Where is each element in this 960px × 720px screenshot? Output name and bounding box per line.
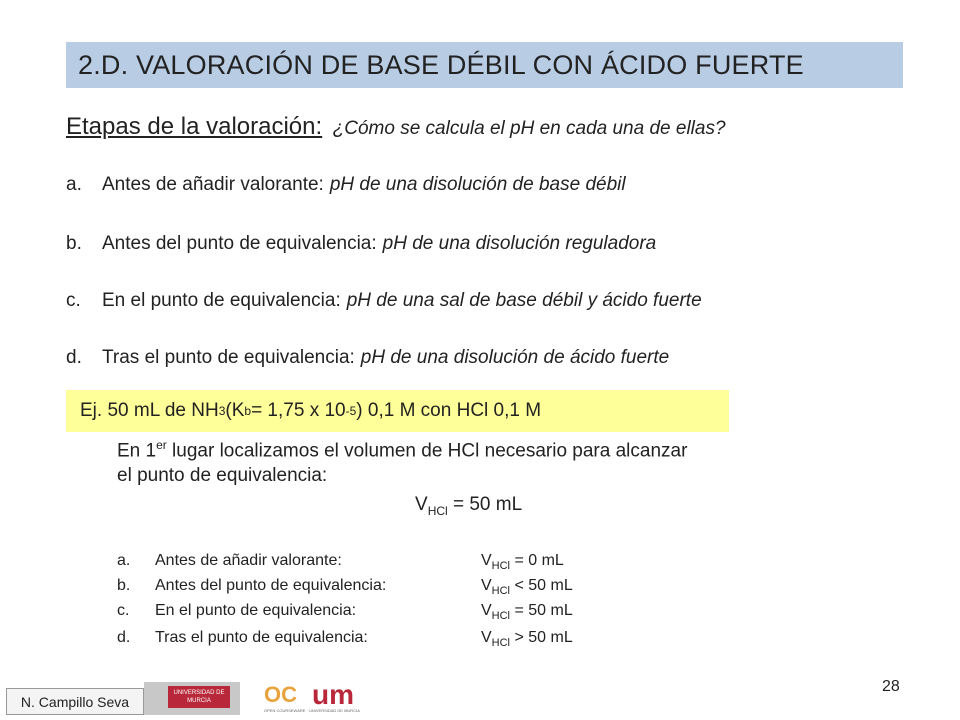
stage-label: Antes del punto de equivalencia: bbox=[102, 233, 377, 254]
intro-line-2: el punto de equivalencia: bbox=[117, 465, 328, 486]
slide-title: 2.D. VALORACIÓN DE BASE DÉBIL CON ÁCIDO FUERTE bbox=[78, 49, 804, 80]
volume-list-item-c bbox=[117, 602, 573, 622]
stage-label: Antes de añadir valorante: bbox=[102, 174, 324, 195]
list-v: V bbox=[481, 602, 492, 619]
volume-symbol: V bbox=[415, 494, 428, 515]
university-logo bbox=[168, 686, 230, 708]
list-v: V bbox=[481, 577, 492, 594]
list-v: V bbox=[481, 552, 492, 569]
stage-label: En el punto de equivalencia: bbox=[102, 290, 341, 311]
ocw-logo-text: OC bbox=[264, 682, 297, 707]
volume-list-item-d bbox=[117, 629, 573, 649]
stage-letter: b. bbox=[66, 233, 82, 254]
logo-text: UNIVERSIDAD DE bbox=[173, 690, 225, 696]
volume-list-item-b bbox=[117, 577, 573, 597]
page-number: 28 bbox=[882, 678, 900, 695]
list-label: Tras el punto de equivalencia: bbox=[155, 629, 368, 646]
example-kb-sub: b bbox=[244, 404, 252, 418]
stages-header bbox=[66, 113, 726, 141]
example-kb-open: (K bbox=[225, 400, 245, 421]
example-suffix: ) 0,1 M con HCl 0,1 M bbox=[356, 400, 542, 421]
list-label: Antes del punto de equivalencia: bbox=[155, 577, 387, 594]
author-label: N. Campillo Seva bbox=[6, 688, 144, 715]
volume-list-item-a bbox=[117, 552, 564, 572]
volume-equivalence bbox=[415, 494, 522, 518]
list-sub: HCl bbox=[491, 585, 511, 598]
stage-desc: pH de una sal de base débil y ácido fuerte bbox=[346, 290, 702, 311]
example-nh3-sub: 3 bbox=[218, 404, 226, 418]
example-prefix: Ej. 50 mL de NH bbox=[80, 400, 219, 421]
list-value: = 0 mL bbox=[510, 552, 564, 569]
list-label: En el punto de equivalencia: bbox=[155, 602, 357, 619]
stage-desc: pH de una disolución reguladora bbox=[382, 233, 657, 254]
stage-item-c bbox=[66, 290, 702, 312]
stage-item-d bbox=[66, 347, 669, 369]
stage-desc: pH de una disolución de base débil bbox=[329, 174, 626, 195]
stages-heading: Etapas de la valoración: bbox=[66, 113, 323, 140]
list-value: = 50 mL bbox=[510, 602, 573, 619]
example-kb-eq: = 1,75 x 10 bbox=[251, 400, 346, 421]
list-letter: c. bbox=[117, 602, 130, 619]
list-letter: d. bbox=[117, 629, 131, 646]
stage-item-b bbox=[66, 233, 656, 255]
ocw-logo-caption: OPEN COURSEWARE · UNIVERSIDAD DE MURCIA bbox=[264, 708, 360, 713]
list-letter: a. bbox=[117, 552, 131, 569]
list-sub: HCl bbox=[491, 637, 511, 650]
logo-text: MURCIA bbox=[187, 698, 211, 704]
intro-line-1 bbox=[117, 438, 687, 462]
example-kb-exp: -5 bbox=[345, 404, 357, 418]
intro-text: lugar localizamos el volumen de HCl necesario para alcanzar bbox=[166, 440, 688, 462]
stage-desc: pH de una disolución de ácido fuerte bbox=[360, 347, 670, 368]
intro-text: En 1 bbox=[117, 440, 157, 462]
stages-question: ¿Cómo se calcula el pH en cada una de ellas? bbox=[332, 118, 726, 139]
stage-label: Tras el punto de equivalencia: bbox=[102, 347, 355, 368]
list-v: V bbox=[481, 629, 492, 646]
list-letter: b. bbox=[117, 577, 131, 594]
list-value: > 50 mL bbox=[510, 629, 573, 646]
volume-value: = 50 mL bbox=[447, 494, 523, 515]
example-box bbox=[66, 390, 729, 432]
stage-item-a bbox=[66, 174, 626, 196]
stage-letter: a. bbox=[66, 174, 82, 195]
list-sub: HCl bbox=[491, 560, 511, 573]
stage-letter: c. bbox=[66, 290, 81, 311]
title-bar bbox=[66, 42, 903, 88]
list-label: Antes de añadir valorante: bbox=[155, 552, 342, 569]
volume-sub: HCl bbox=[427, 503, 448, 518]
list-sub: HCl bbox=[491, 610, 511, 623]
intro-sup: er bbox=[156, 438, 167, 452]
ocw-logo-um: um bbox=[312, 680, 354, 710]
ocw-logo bbox=[262, 680, 378, 714]
list-value: < 50 mL bbox=[510, 577, 573, 594]
stage-letter: d. bbox=[66, 347, 82, 368]
